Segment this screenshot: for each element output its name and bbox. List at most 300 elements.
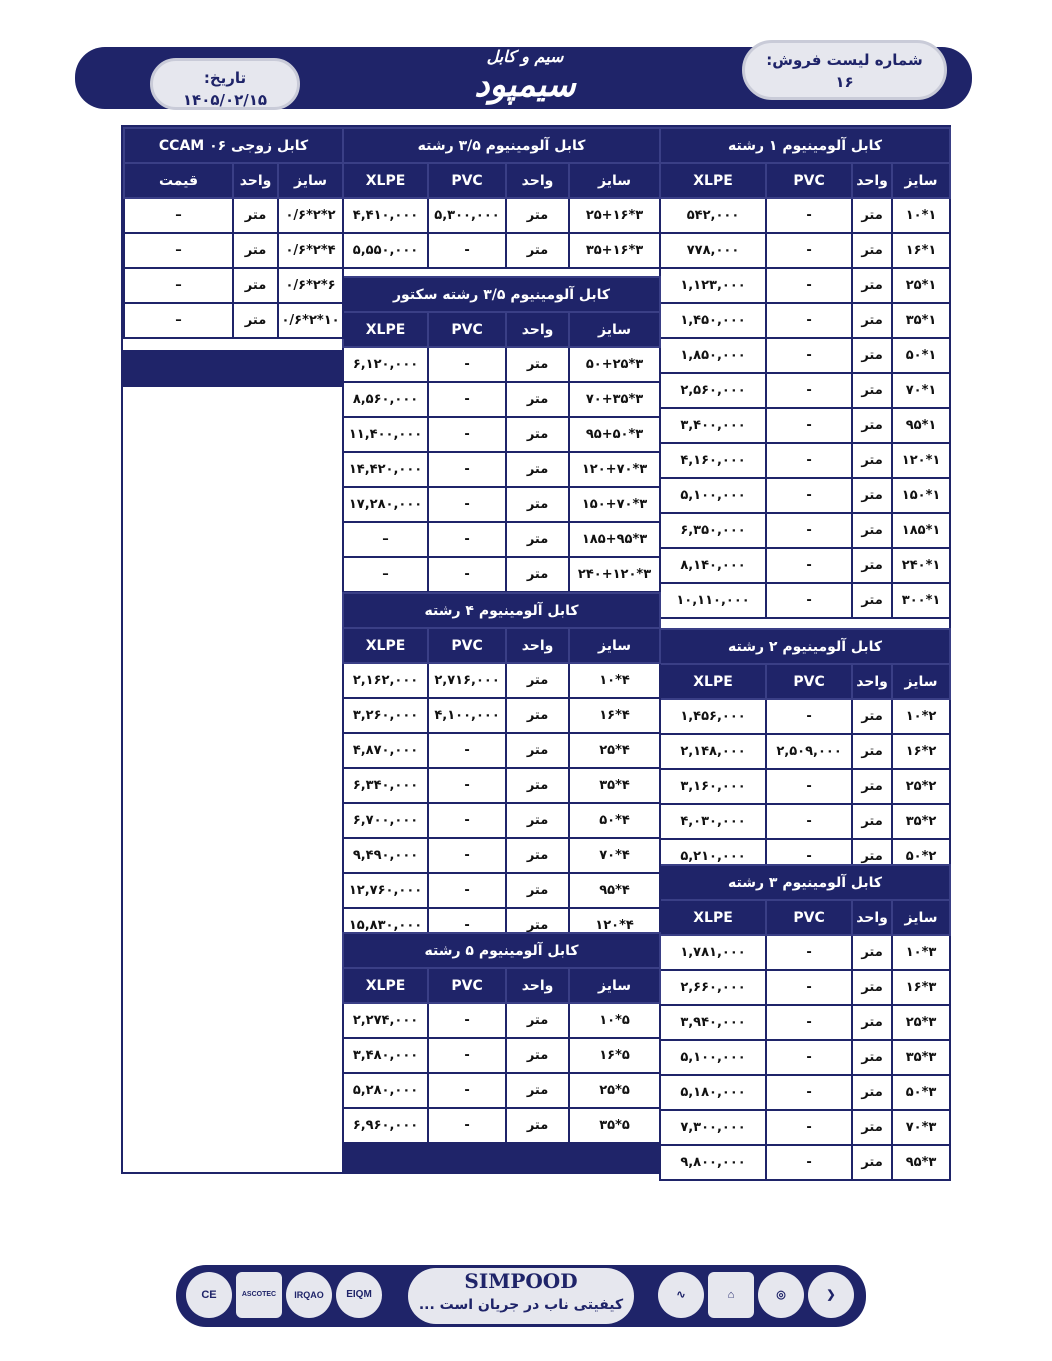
cell-pvc: - (428, 803, 506, 838)
table-row (343, 873, 660, 908)
cell-unit: متر (852, 734, 892, 769)
cell-size: ۴*۱۲۰ (569, 908, 660, 943)
table-row (660, 478, 950, 513)
cell-unit: متر (506, 908, 569, 943)
cell-size: ۳*۱۵۰+۷۰ (569, 487, 660, 522)
col-xlpe: XLPE (660, 163, 766, 198)
cell-pvc: - (428, 233, 506, 268)
table-row (660, 583, 950, 618)
table-aluminium-3-5-core (342, 127, 661, 269)
cell-unit: متر (233, 303, 278, 338)
table-row (343, 522, 660, 557)
cell-xlpe: ۶,۳۴۰,۰۰۰ (343, 768, 428, 803)
cell-unit: متر (852, 1075, 892, 1110)
cell-unit: متر (506, 417, 569, 452)
table-row (343, 557, 660, 592)
date-label: تاریخ: (203, 69, 247, 87)
cell-size: ۳*۱۸۵+۹۵ (569, 522, 660, 557)
cell-pvc: - (766, 408, 852, 443)
cell-xlpe: ۱۴,۴۲۰,۰۰۰ (343, 452, 428, 487)
col-xlpe: XLPE (343, 312, 428, 347)
col-unit: واحد (506, 312, 569, 347)
cell-unit: متر (506, 1038, 569, 1073)
table-row (343, 417, 660, 452)
cell-size: ۳*۹۵+۵۰ (569, 417, 660, 452)
table-row (343, 698, 660, 733)
cell-unit: متر (506, 838, 569, 873)
sales-list-number-box (742, 40, 947, 100)
cell-pvc: - (766, 443, 852, 478)
cell-unit: متر (852, 699, 892, 734)
cell-size: ۳*۲۵ (892, 1005, 950, 1040)
table-row (343, 1038, 660, 1073)
col-xlpe: XLPE (660, 900, 766, 935)
table-ccam-pair-cable (123, 127, 344, 339)
cell-size: ۳*۲۵+۱۶ (569, 198, 660, 233)
table-aluminium-1-core (659, 127, 951, 619)
cell-unit: متر (233, 268, 278, 303)
cell-unit: متر (506, 663, 569, 698)
cell-pvc: - (428, 1003, 506, 1038)
cell-size: ۱*۲۵ (892, 268, 950, 303)
col-unit: واحد (852, 163, 892, 198)
cell-pvc: - (428, 347, 506, 382)
section-title: کابل آلومینیوم ۲ رشته (660, 629, 950, 664)
cell-pvc: - (428, 768, 506, 803)
cell-xlpe: ۴,۰۳۰,۰۰۰ (660, 804, 766, 839)
section-title: کابل زوجی CCAM ۰۶ (124, 128, 343, 163)
cell-xlpe: – (343, 522, 428, 557)
cell-unit: متر (506, 557, 569, 592)
cell-unit: متر (852, 513, 892, 548)
table-row (660, 699, 950, 734)
cell-size: ۳*۳۵+۱۶ (569, 233, 660, 268)
table-aluminium-5-core (342, 932, 661, 1144)
col-unit: واحد (506, 968, 569, 1003)
col-unit: واحد (506, 163, 569, 198)
table-row (660, 548, 950, 583)
table-row (124, 268, 343, 303)
cell-pvc: - (766, 935, 852, 970)
section-title: کابل آلومینیوم ۳/۵ رشته (343, 128, 660, 163)
cell-pvc: ۲,۵۰۹,۰۰۰ (766, 734, 852, 769)
cell-unit: متر (852, 1110, 892, 1145)
col-unit: واحد (852, 900, 892, 935)
col-unit: واحد (506, 628, 569, 663)
cell-price: – (124, 198, 233, 233)
col-unit: واحد (233, 163, 278, 198)
cell-xlpe: ۹,۴۹۰,۰۰۰ (343, 838, 428, 873)
col-size: سایز (569, 312, 660, 347)
cell-pvc: - (766, 970, 852, 1005)
cell-xlpe: ۳,۹۴۰,۰۰۰ (660, 1005, 766, 1040)
cell-pvc: - (428, 1038, 506, 1073)
table-row (660, 303, 950, 338)
cell-pvc: - (428, 1073, 506, 1108)
cell-size: ۴*۷۰ (569, 838, 660, 873)
cell-pvc: - (766, 513, 852, 548)
table-row (660, 1005, 950, 1040)
cell-unit: متر (852, 769, 892, 804)
cell-xlpe: ۳,۲۶۰,۰۰۰ (343, 698, 428, 733)
table-row (660, 804, 950, 839)
cell-unit: متر (852, 1040, 892, 1075)
ce-mark-icon: CE (186, 1272, 232, 1318)
cell-size: ۱*۱۶ (892, 233, 950, 268)
cell-xlpe: ۹,۸۰۰,۰۰۰ (660, 1145, 766, 1180)
cell-unit: متر (852, 839, 892, 874)
cell-size: ۲*۲۵ (892, 769, 950, 804)
cell-unit: متر (852, 373, 892, 408)
cell-price: – (124, 268, 233, 303)
cell-size: ۳*۷۰+۳۵ (569, 382, 660, 417)
cell-xlpe: ۵,۲۸۰,۰۰۰ (343, 1073, 428, 1108)
cell-xlpe: ۷,۳۰۰,۰۰۰ (660, 1110, 766, 1145)
cell-xlpe: ۱۵,۸۳۰,۰۰۰ (343, 908, 428, 943)
section-title: کابل آلومینیوم ۳/۵ رشته سکتور (343, 277, 660, 312)
col-pvc: PVC (766, 900, 852, 935)
sales-list-label: شماره لیست فروش: (766, 51, 923, 69)
cell-size: ۲*۱۰ (892, 699, 950, 734)
cell-pvc: - (766, 839, 852, 874)
col-size: سایز (278, 163, 343, 198)
cell-pvc: - (766, 198, 852, 233)
table-row (343, 382, 660, 417)
cell-size: ۱*۹۵ (892, 408, 950, 443)
cell-xlpe: ۴,۸۷۰,۰۰۰ (343, 733, 428, 768)
cell-unit: متر (506, 382, 569, 417)
table-row (343, 838, 660, 873)
cell-pvc: - (428, 733, 506, 768)
cell-unit: متر (506, 803, 569, 838)
cell-pvc: - (428, 452, 506, 487)
cell-size: ۲*۲*۰/۶ (278, 198, 343, 233)
table-row (343, 487, 660, 522)
table-row (660, 1075, 950, 1110)
cell-size: ۳*۱۶ (892, 970, 950, 1005)
cell-unit: متر (852, 1005, 892, 1040)
section-title: کابل آلومینیوم ۳ رشته (660, 865, 950, 900)
cell-unit: متر (506, 698, 569, 733)
cell-unit: متر (233, 233, 278, 268)
cell-pvc: - (766, 583, 852, 618)
cell-unit: متر (852, 804, 892, 839)
col-size: سایز (569, 163, 660, 198)
cell-pvc: - (766, 373, 852, 408)
cell-size: ۵*۱۰ (569, 1003, 660, 1038)
col-size: سایز (569, 968, 660, 1003)
cell-size: ۲*۳۵ (892, 804, 950, 839)
cell-size: ۳*۱۲۰+۷۰ (569, 452, 660, 487)
cell-pvc: ۵,۳۰۰,۰۰۰ (428, 198, 506, 233)
col-xlpe: XLPE (343, 628, 428, 663)
cell-xlpe: ۵,۲۱۰,۰۰۰ (660, 839, 766, 874)
cell-unit: متر (506, 487, 569, 522)
cell-size: ۱*۷۰ (892, 373, 950, 408)
cell-pvc: - (766, 699, 852, 734)
irqao-cert-icon: IRQAO (286, 1272, 332, 1318)
table-row (660, 734, 950, 769)
cell-xlpe: ۱,۷۸۱,۰۰۰ (660, 935, 766, 970)
cell-unit: متر (506, 522, 569, 557)
cell-size: ۲*۵۰ (892, 839, 950, 874)
cell-size: ۱*۱۸۵ (892, 513, 950, 548)
table-aluminium-2-core (659, 628, 951, 875)
cell-xlpe: ۲,۱۴۸,۰۰۰ (660, 734, 766, 769)
company-logo (430, 48, 620, 106)
cell-unit: متر (852, 233, 892, 268)
cell-unit: متر (506, 347, 569, 382)
col-pvc: PVC (428, 628, 506, 663)
table-row (343, 768, 660, 803)
cell-pvc: ۴,۱۰۰,۰۰۰ (428, 698, 506, 733)
table-row (660, 198, 950, 233)
waveform-logo-icon: ∿ (658, 1272, 704, 1318)
cell-xlpe: ۵۴۲,۰۰۰ (660, 198, 766, 233)
cell-unit: متر (506, 768, 569, 803)
cell-size: ۴*۲۵ (569, 733, 660, 768)
cell-pvc: ۲,۷۱۶,۰۰۰ (428, 663, 506, 698)
cell-xlpe: ۱,۸۵۰,۰۰۰ (660, 338, 766, 373)
cell-price: – (124, 303, 233, 338)
cell-unit: متر (233, 198, 278, 233)
cell-unit: متر (852, 338, 892, 373)
cell-size: ۱*۵۰ (892, 338, 950, 373)
table-row (343, 452, 660, 487)
col-pvc: PVC (766, 664, 852, 699)
cell-size: ۵*۱۶ (569, 1038, 660, 1073)
table-row (660, 1145, 950, 1180)
section-title: کابل آلومینیوم ۴ رشته (343, 593, 660, 628)
cell-pvc: - (428, 557, 506, 592)
table-row (343, 733, 660, 768)
cell-pvc: - (766, 804, 852, 839)
col-unit: واحد (852, 664, 892, 699)
cell-xlpe: ۳,۴۸۰,۰۰۰ (343, 1038, 428, 1073)
cell-pvc: - (766, 1005, 852, 1040)
cell-size: ۱*۳۵ (892, 303, 950, 338)
cell-xlpe: ۸,۱۴۰,۰۰۰ (660, 548, 766, 583)
cell-unit: متر (506, 452, 569, 487)
cell-size: ۳*۱۰ (892, 935, 950, 970)
cell-xlpe: ۶,۳۵۰,۰۰۰ (660, 513, 766, 548)
cell-size: ۱*۱۲۰ (892, 443, 950, 478)
table-row (660, 769, 950, 804)
table-row (660, 443, 950, 478)
cell-xlpe: ۲,۵۶۰,۰۰۰ (660, 373, 766, 408)
table-row (660, 233, 950, 268)
cell-size: ۳*۵۰+۲۵ (569, 347, 660, 382)
standard-mark-icon: ⌂ (708, 1272, 754, 1318)
cell-unit: متر (506, 1073, 569, 1108)
section-title: کابل آلومینیوم ۵ رشته (343, 933, 660, 968)
cell-size: ۳*۳۵ (892, 1040, 950, 1075)
cell-xlpe: ۱۰,۱۱۰,۰۰۰ (660, 583, 766, 618)
cell-pvc: - (766, 233, 852, 268)
cell-pvc: - (428, 838, 506, 873)
col-pvc: PVC (766, 163, 852, 198)
table-row (660, 1040, 950, 1075)
cell-xlpe: ۳,۴۰۰,۰۰۰ (660, 408, 766, 443)
sales-list-number: ۱۶ (835, 73, 854, 91)
cell-price: – (124, 233, 233, 268)
cell-xlpe: – (343, 557, 428, 592)
cell-pvc: - (428, 522, 506, 557)
cell-pvc: - (766, 303, 852, 338)
cell-unit: متر (506, 873, 569, 908)
cell-xlpe: ۲,۲۷۴,۰۰۰ (343, 1003, 428, 1038)
cell-xlpe: ۱۲,۷۶۰,۰۰۰ (343, 873, 428, 908)
col-size: سایز (892, 900, 950, 935)
col-price: قیمت (124, 163, 233, 198)
table-row (660, 513, 950, 548)
cell-xlpe: ۱۷,۲۸۰,۰۰۰ (343, 487, 428, 522)
cell-xlpe: ۵,۵۵۰,۰۰۰ (343, 233, 428, 268)
cell-unit: متر (852, 583, 892, 618)
cell-pvc: - (428, 908, 506, 943)
date-value: ۱۴۰۵/۰۲/۱۵ (182, 91, 268, 109)
table-row (660, 373, 950, 408)
cell-size: ۳*۷۰ (892, 1110, 950, 1145)
col-xlpe: XLPE (343, 163, 428, 198)
table-row (343, 663, 660, 698)
table-row (660, 408, 950, 443)
quality-seal-icon: ◎ (758, 1272, 804, 1318)
table-row (343, 347, 660, 382)
cell-pvc: - (766, 338, 852, 373)
cell-size: ۴*۳۵ (569, 768, 660, 803)
cell-unit: متر (852, 443, 892, 478)
cell-size: ۱*۱۰ (892, 198, 950, 233)
table-aluminium-3-5-core-sector (342, 276, 661, 593)
cell-xlpe: ۵,۱۸۰,۰۰۰ (660, 1075, 766, 1110)
cell-size: ۱*۲۴۰ (892, 548, 950, 583)
cell-unit: متر (852, 970, 892, 1005)
table-row (660, 338, 950, 373)
table-row (660, 268, 950, 303)
cell-pvc: - (766, 1145, 852, 1180)
cell-unit: متر (852, 303, 892, 338)
footer-slogan: کیفیتی ناب در جریان است ... (418, 1297, 624, 1313)
cell-xlpe: ۱۱,۴۰۰,۰۰۰ (343, 417, 428, 452)
cell-size: ۴*۵۰ (569, 803, 660, 838)
cell-pvc: - (428, 1108, 506, 1143)
cell-xlpe: ۳,۱۶۰,۰۰۰ (660, 769, 766, 804)
table-row (124, 233, 343, 268)
table-aluminium-4-core (342, 592, 661, 944)
cell-pvc: - (766, 769, 852, 804)
cell-pvc: - (766, 1110, 852, 1145)
cell-pvc: - (766, 268, 852, 303)
table-row (124, 303, 343, 338)
cell-unit: متر (852, 478, 892, 513)
eiqm-cert-icon: EIQM (336, 1272, 382, 1318)
logo-wordmark: سیمپود (474, 65, 576, 105)
cell-size: ۱*۱۵۰ (892, 478, 950, 513)
cell-size: ۳*۵۰ (892, 1075, 950, 1110)
cell-size: ۳*۲۴۰+۱۲۰ (569, 557, 660, 592)
cell-xlpe: ۵,۱۰۰,۰۰۰ (660, 1040, 766, 1075)
ascotec-cert-icon: ASCOTEC (236, 1272, 282, 1318)
col-xlpe: XLPE (343, 968, 428, 1003)
cell-xlpe: ۲,۱۶۲,۰۰۰ (343, 663, 428, 698)
cell-pvc: - (428, 417, 506, 452)
cell-pvc: - (766, 1040, 852, 1075)
cell-unit: متر (852, 268, 892, 303)
filler-block (123, 350, 342, 387)
table-row (124, 198, 343, 233)
cell-unit: متر (852, 548, 892, 583)
cell-size: ۱۰*۲*۰/۶ (278, 303, 343, 338)
table-aluminium-3-core (659, 864, 951, 1181)
cell-pvc: - (766, 548, 852, 583)
cell-unit: متر (852, 1145, 892, 1180)
col-size: سایز (892, 163, 950, 198)
cell-xlpe: ۷۷۸,۰۰۰ (660, 233, 766, 268)
cell-size: ۱*۳۰۰ (892, 583, 950, 618)
table-row (660, 935, 950, 970)
col-pvc: PVC (428, 163, 506, 198)
cell-size: ۲*۱۶ (892, 734, 950, 769)
table-row (343, 198, 660, 233)
cell-unit: متر (852, 408, 892, 443)
company-emblem-icon: ❯ (808, 1272, 854, 1318)
cell-xlpe: ۶,۷۰۰,۰۰۰ (343, 803, 428, 838)
table-row (660, 970, 950, 1005)
col-size: سایز (569, 628, 660, 663)
col-xlpe: XLPE (660, 664, 766, 699)
cell-unit: متر (506, 233, 569, 268)
cell-xlpe: ۶,۱۲۰,۰۰۰ (343, 347, 428, 382)
cell-xlpe: ۶,۹۶۰,۰۰۰ (343, 1108, 428, 1143)
col-size: سایز (892, 664, 950, 699)
cell-size: ۴*۲*۰/۶ (278, 233, 343, 268)
table-row (343, 1108, 660, 1143)
cell-size: ۶*۲*۰/۶ (278, 268, 343, 303)
cell-pvc: - (766, 1075, 852, 1110)
table-row (343, 1073, 660, 1108)
cell-unit: متر (506, 1003, 569, 1038)
cell-size: ۳*۹۵ (892, 1145, 950, 1180)
cell-xlpe: ۸,۵۶۰,۰۰۰ (343, 382, 428, 417)
table-row (660, 1110, 950, 1145)
table-row (343, 1003, 660, 1038)
cell-size: ۴*۱۰ (569, 663, 660, 698)
cell-xlpe: ۴,۱۶۰,۰۰۰ (660, 443, 766, 478)
cell-size: ۵*۳۵ (569, 1108, 660, 1143)
cell-xlpe: ۱,۴۵۰,۰۰۰ (660, 303, 766, 338)
cell-unit: متر (506, 198, 569, 233)
footer-brand-box (408, 1268, 634, 1324)
cell-unit: متر (852, 935, 892, 970)
section-title: کابل آلومینیوم ۱ رشته (660, 128, 950, 163)
cell-xlpe: ۲,۶۶۰,۰۰۰ (660, 970, 766, 1005)
cell-pvc: - (428, 382, 506, 417)
table-row (343, 803, 660, 838)
footer-brand-name: SIMPOOD (464, 1269, 578, 1293)
date-box (150, 58, 300, 110)
col-pvc: PVC (428, 312, 506, 347)
cell-size: ۴*۹۵ (569, 873, 660, 908)
cell-xlpe: ۱,۴۵۶,۰۰۰ (660, 699, 766, 734)
logo-subtitle: سیم و کابل (486, 47, 564, 66)
col-pvc: PVC (428, 968, 506, 1003)
cell-xlpe: ۵,۱۰۰,۰۰۰ (660, 478, 766, 513)
cell-pvc: - (428, 487, 506, 522)
cell-unit: متر (852, 198, 892, 233)
cell-unit: متر (506, 1108, 569, 1143)
cell-pvc: - (766, 478, 852, 513)
